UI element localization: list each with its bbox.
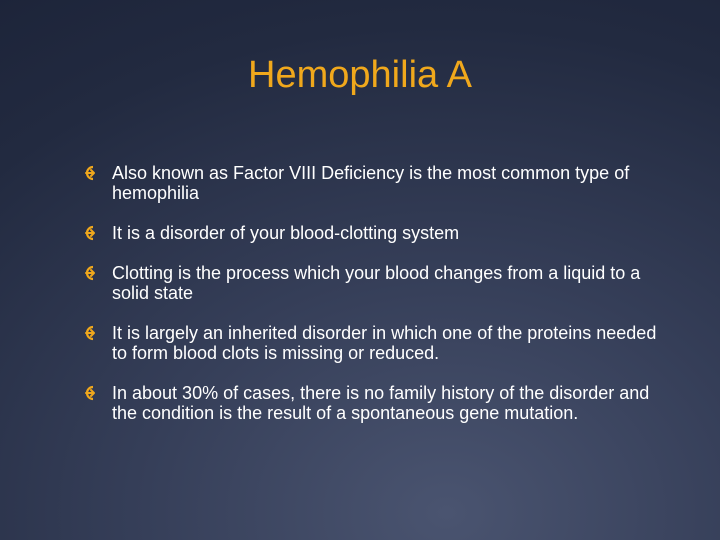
slide-title: Hemophilia A xyxy=(248,54,472,96)
bullet-item xyxy=(82,263,662,303)
bullet-text: Clotting is the process which your blood changes from a liquid to a solid state xyxy=(112,263,641,303)
curved-arrow-icon xyxy=(82,224,96,242)
curved-arrow-icon xyxy=(82,164,96,182)
bullet-text: It is a disorder of your blood-clotting system xyxy=(112,223,460,243)
bullet-text: Also known as Factor VIII Deficiency is the most common type of hemophilia xyxy=(112,163,630,203)
bullet-item xyxy=(82,223,662,243)
curved-arrow-icon xyxy=(82,324,96,342)
bullet-text: In about 30% of cases, there is no family history of the disorder and the condition is the result of a spontaneous gene mutation. xyxy=(112,383,650,423)
curved-arrow-icon xyxy=(82,264,96,282)
curved-arrow-icon xyxy=(82,384,96,402)
bullet-text: It is largely an inherited disorder in which one of the proteins needed to form blood clots is missing or reduced. xyxy=(112,323,657,363)
bullet-item xyxy=(82,323,662,363)
bullet-list xyxy=(82,163,662,443)
bullet-item xyxy=(82,383,662,423)
bullet-item xyxy=(82,163,662,203)
